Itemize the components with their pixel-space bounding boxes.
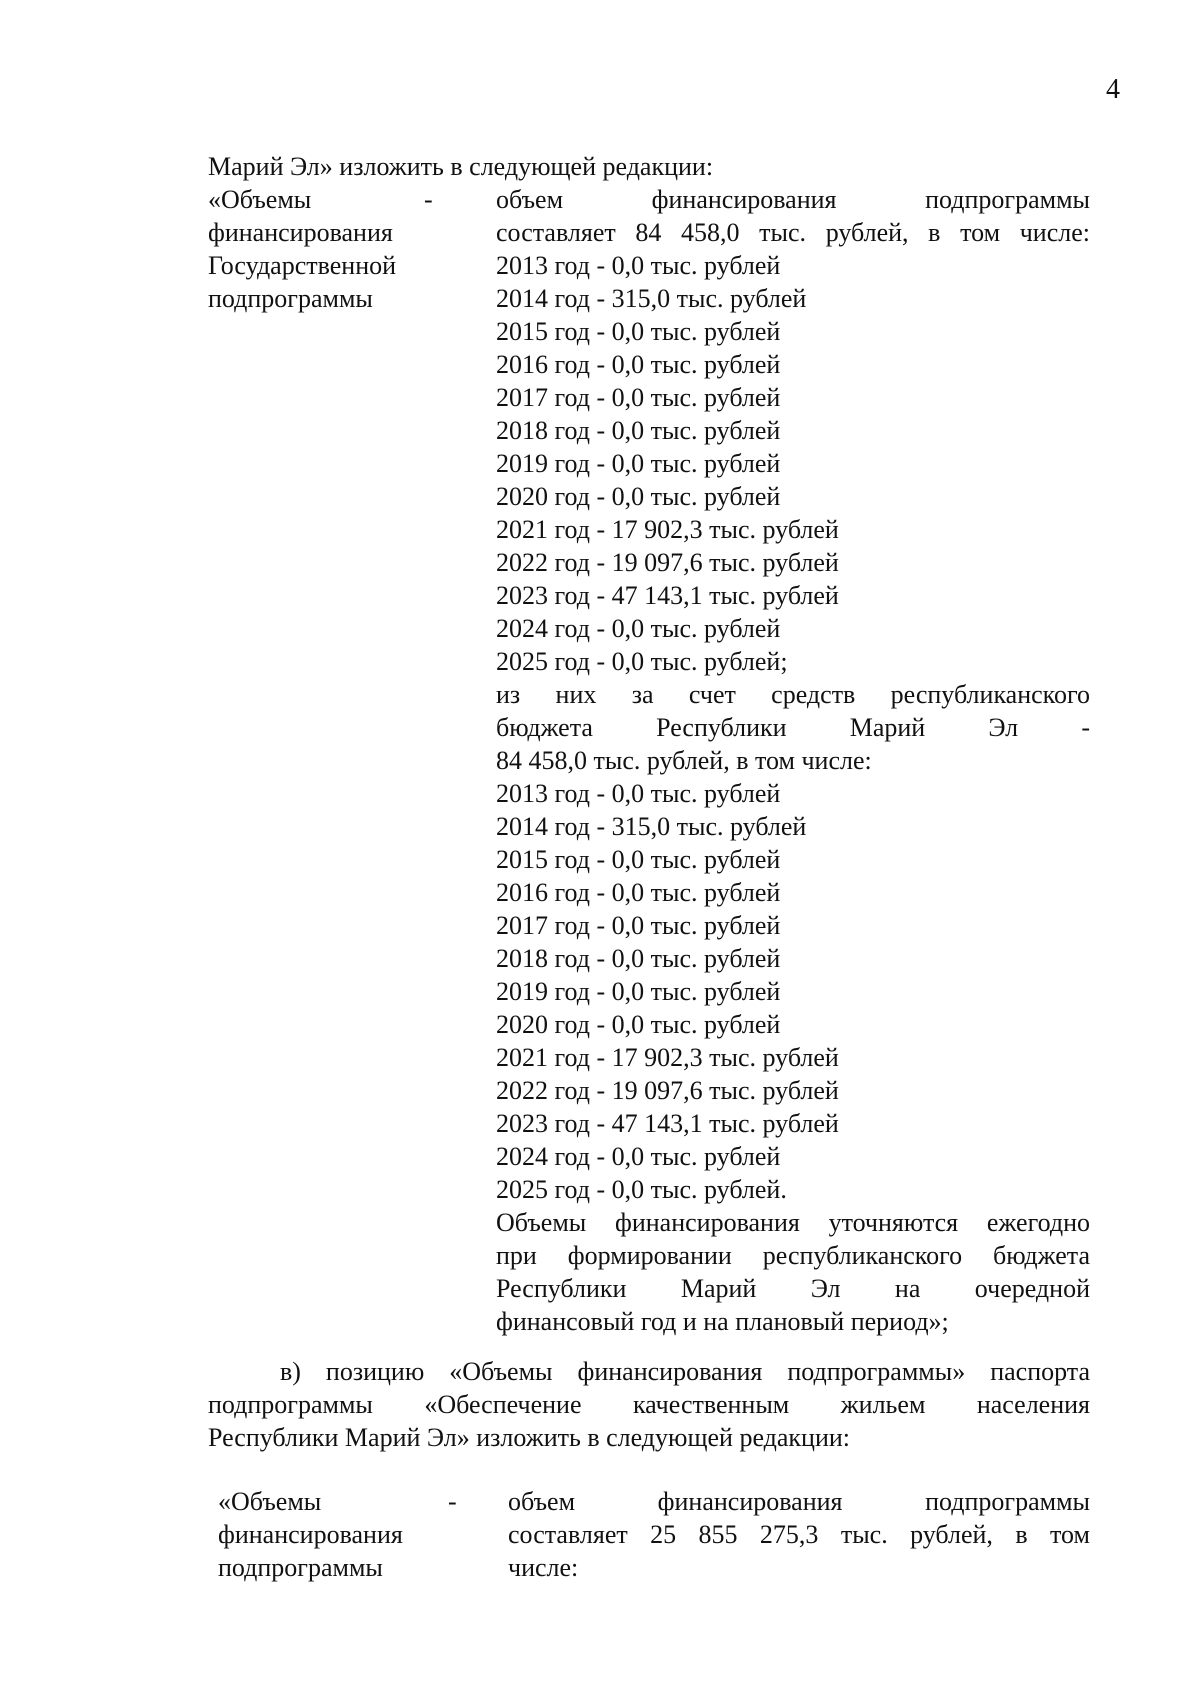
block1-value-line: 2023 год - 47 143,1 тыс. рублей xyxy=(496,581,839,610)
block1-label-line: подпрограммы xyxy=(208,284,373,313)
block1-value-line: 2018 год - 0,0 тыс. рублей xyxy=(496,944,781,973)
block1-value-line: 84 458,0 тыс. рублей, в том числе: xyxy=(496,746,872,775)
block1-label xyxy=(208,183,428,315)
block1-value-line: 2016 год - 0,0 тыс. рублей xyxy=(496,350,781,379)
block1-value-line: 2014 год - 315,0 тыс. рублей xyxy=(496,284,807,313)
block1-value-line: 2017 год - 0,0 тыс. рублей xyxy=(496,911,781,940)
block1-value-line: финансовый год и на плановый период»; xyxy=(496,1307,949,1336)
paragraph-v-line: Республики Марий Эл» изложить в следующей редакции: xyxy=(208,1423,851,1452)
block1-value-line: 2017 год - 0,0 тыс. рублей xyxy=(496,383,781,412)
block1-value-line: 2014 год - 315,0 тыс. рублей xyxy=(496,812,807,841)
block1-value-line: Республики Марий Эл на очередной xyxy=(496,1274,1090,1303)
block1-value-line: из них за счет средств республиканского xyxy=(496,680,1090,709)
block1-value-line: 2024 год - 0,0 тыс. рублей xyxy=(496,1142,781,1171)
financing-block-1 xyxy=(208,183,1090,1336)
block2-label xyxy=(218,1485,438,1584)
block1-value-line: 2013 год - 0,0 тыс. рублей xyxy=(496,779,781,808)
block1-label-line: финансирования xyxy=(208,218,393,247)
paragraph-v-line: подпрограммы «Обеспечение качественным жильем населения xyxy=(208,1390,1090,1419)
block1-value-line: Объемы финансирования уточняются ежегодно xyxy=(496,1208,1090,1237)
block2-dash: - xyxy=(448,1487,457,1516)
page-number: 4 xyxy=(1106,74,1120,105)
block1-value-line: 2020 год - 0,0 тыс. рублей xyxy=(496,1010,781,1039)
block2-label-line: подпрограммы xyxy=(218,1553,383,1582)
block1-value-line: 2021 год - 17 902,3 тыс. рублей xyxy=(496,515,839,544)
block1-value-line: 2025 год - 0,0 тыс. рублей; xyxy=(496,647,788,676)
block1-dash: - xyxy=(424,185,433,214)
block1-value-line: 2015 год - 0,0 тыс. рублей xyxy=(496,845,781,874)
intro-line: Марий Эл» изложить в следующей редакции: xyxy=(208,152,714,181)
block2-value-line: объем финансирования подпрограммы xyxy=(508,1487,1090,1516)
block1-value-line: 2024 год - 0,0 тыс. рублей xyxy=(496,614,781,643)
block1-value-line: 2015 год - 0,0 тыс. рублей xyxy=(496,317,781,346)
paragraph-v xyxy=(208,1355,1090,1454)
block1-value-line: 2013 год - 0,0 тыс. рублей xyxy=(496,251,781,280)
block1-value-line: 2022 год - 19 097,6 тыс. рублей xyxy=(496,548,839,577)
block2-label-line: «Объемы xyxy=(218,1487,322,1516)
block1-label-line: «Объемы xyxy=(208,185,312,214)
block1-label-line: Государственной xyxy=(208,251,397,280)
block1-values xyxy=(496,183,1090,1338)
financing-block-2 xyxy=(208,1485,1090,1595)
block2-value-line: составляет 25 855 275,3 тыс. рублей, в том xyxy=(508,1520,1090,1549)
block1-value-line: 2021 год - 17 902,3 тыс. рублей xyxy=(496,1043,839,1072)
block1-value-line: объем финансирования подпрограммы xyxy=(496,185,1090,214)
block2-value-line: числе: xyxy=(508,1553,579,1582)
block1-value-line: 2019 год - 0,0 тыс. рублей xyxy=(496,449,781,478)
block1-value-line: 2022 год - 19 097,6 тыс. рублей xyxy=(496,1076,839,1105)
block1-value-line: 2018 год - 0,0 тыс. рублей xyxy=(496,416,781,445)
block1-value-line: составляет 84 458,0 тыс. рублей, в том числе: xyxy=(496,218,1090,247)
block1-value-line: 2016 год - 0,0 тыс. рублей xyxy=(496,878,781,907)
block1-value-line: бюджета Республики Марий Эл - xyxy=(496,713,1090,742)
block1-value-line: при формировании республиканского бюджета xyxy=(496,1241,1090,1270)
block1-value-line: 2023 год - 47 143,1 тыс. рублей xyxy=(496,1109,839,1138)
block2-label-line: финансирования xyxy=(218,1520,403,1549)
block1-value-line: 2020 год - 0,0 тыс. рублей xyxy=(496,482,781,511)
block1-value-line: 2025 год - 0,0 тыс. рублей. xyxy=(496,1175,787,1204)
paragraph-v-line: в) позицию «Объемы финансирования подпрограммы» паспорта xyxy=(280,1357,1090,1386)
block2-values xyxy=(508,1485,1090,1584)
block1-value-line: 2019 год - 0,0 тыс. рублей xyxy=(496,977,781,1006)
